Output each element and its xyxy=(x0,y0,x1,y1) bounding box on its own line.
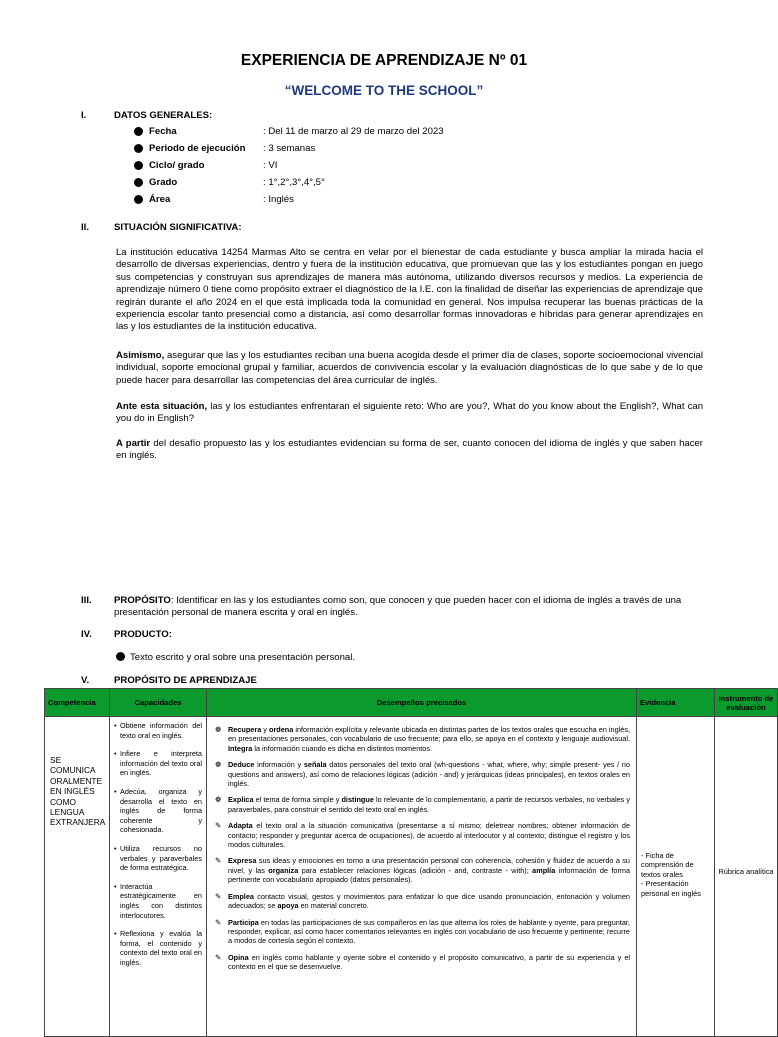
datos-value: : 1°,2°,3°,4°,5° xyxy=(263,177,325,188)
bullet-icon xyxy=(134,178,143,187)
desempenos-cell xyxy=(207,717,637,1037)
bold-lead: Asimismo, xyxy=(116,350,165,361)
paragraph-text: del desafío propuesto las y los estudiantes evidencian su forma de ser, cuanto conocen del idioma de inglés y que saben hacer en inglés. xyxy=(116,438,703,462)
header-evidencia: Evidencia xyxy=(637,689,715,717)
desempeno-item xyxy=(211,795,630,814)
desempeno-verb: Expresa xyxy=(228,856,257,866)
header-competencia: Competencia xyxy=(45,689,110,717)
situacion-paragraph-3 xyxy=(116,401,703,426)
desempeno-text: datos personales del texto oral (wh-questions - what, where, why; simple present- yes / no questions and answers), así como de relaciones lógicas (adición - and) y jerárquicas (ideas principales), en textos orales en inglés. xyxy=(228,760,631,789)
datos-value: : Del 11 de marzo al 29 de marzo del 2023 xyxy=(263,126,444,137)
desempeno-verb: Recupera xyxy=(228,725,262,734)
bullet-icon xyxy=(134,161,143,170)
producto-text: Texto escrito y oral sobre una presentación personal. xyxy=(130,652,356,663)
bullet-icon xyxy=(134,127,143,136)
datos-value: : 3 semanas xyxy=(263,143,316,154)
desempeno-text: la información cuando es dicha en distintos momentos. xyxy=(252,743,433,753)
desempeno-item xyxy=(211,953,630,972)
capacidad-item: • Reflexiona y evalúa la forma, el contenido y contexto del texto oral en inglés. xyxy=(114,929,202,967)
desempeno-verb: Explica xyxy=(228,795,254,805)
desempeno-verb: Integra xyxy=(228,743,253,753)
pencil-icon: ✎ xyxy=(215,821,222,831)
desempeno-verb: Participa xyxy=(228,917,259,927)
datos-value: : Inglés xyxy=(263,194,294,205)
paragraph-text: asegurar que las y los estudiantes reciban una buena acogida desde el primer día de clases, soporte socioemocional vivencial individual, soporte emocional grupal y familiar, acuerdos de convivencia escolar y la evaluación diagnósticas de lo que sabe y de lo que puede hacer para desarrollar las competencias del área curricular de inglés. xyxy=(116,350,703,386)
capacidad-item: • Obtiene información del texto oral en inglés. xyxy=(114,721,202,740)
header-capacidades: Capacidades xyxy=(110,689,207,717)
header-desempenos: Desempeños precisados xyxy=(207,689,637,717)
section-number: II. xyxy=(81,222,89,233)
section-heading: DATOS GENERALES: xyxy=(114,110,213,121)
header-instrumento: Instrumento de evaluación xyxy=(715,689,778,717)
section-number: I. xyxy=(81,110,87,121)
desempeno-text: en todas las participaciones de sus compañeros en las que alterna los roles de hablante y oyente, para preguntar, responder, explicar, así como hacer comentarios relevantes en inglés con vocabulario de uso frecuente y pertinente; recurre a modos de cortesía según el contexto. xyxy=(228,917,630,946)
desempeno-verb: Adapta xyxy=(228,821,253,831)
section-heading: SITUACIÓN SIGNIFICATIVA: xyxy=(114,222,242,233)
datos-key: Grado xyxy=(149,177,178,188)
bold-lead: Ante esta situación, xyxy=(116,401,208,412)
flower-bullet-icon: ❁ xyxy=(215,760,222,770)
desempeno-item xyxy=(211,821,630,849)
bullet-icon xyxy=(134,195,143,204)
desempeno-text: contacto visual, gestos y movimientos para enfatizar lo que dice usando pronunciación, entonación y volumen adecuados; se xyxy=(228,891,630,911)
paragraph-text: las y los estudiantes enfrentaran el siguiente reto: Who are you?, What do you know about the English?, What can you do in English? xyxy=(116,401,704,425)
situacion-paragraph-2 xyxy=(116,350,703,387)
desempeno-item xyxy=(211,725,630,753)
desempeno-text: información de forma pertinente con vocabulario apropiado (datos personales). xyxy=(228,865,631,885)
datos-key: Ciclo/ grado xyxy=(149,160,205,171)
section-number: V. xyxy=(81,675,90,686)
desempeno-text: sus ideas y emociones en torno a una presentación personal con coherencia, cohesión y fluidez de acuerdo a su nivel, y las xyxy=(228,856,630,875)
desempeno-item xyxy=(211,892,630,911)
paragraph-text: : Identificar en las y los estudiantes como son, que conocen y que pueden hacer con el idioma de inglés a través de una presentación personal de manera escrita y oral en inglés. xyxy=(114,595,682,618)
document-title: EXPERIENCIA DE APRENDIZAJE Nº 01 xyxy=(240,52,528,69)
desempeno-verb: Emplea xyxy=(228,891,254,901)
competencia-cell: SE COMUNICA ORALMENTE EN INGLÉS COMO LENGUA EXTRANJERA xyxy=(45,717,110,1037)
table-header-row xyxy=(45,689,778,717)
capacidades-cell xyxy=(110,717,207,1037)
table-row xyxy=(45,717,778,1037)
desempeno-verb: distingue xyxy=(341,795,374,805)
desempeno-item xyxy=(211,856,630,884)
producto-item xyxy=(116,652,355,663)
datos-key: Periodo de ejecución xyxy=(149,143,246,154)
section-number: III. xyxy=(81,595,92,606)
desempeno-text: el texto oral a la situación comunicativa (presentarse a sí mismo; deletrear nombres; obtener información de contacto; responder y preguntar acerca de ocupaciones), de acuerdo al interlocutor y al contexto; distingue el registro y los modos culturales. xyxy=(228,821,630,850)
proposito-table xyxy=(44,688,778,1037)
desempeno-text: lo relevante de lo complementario, a partir de recursos verbales, no verbales y paraverbales, para construir el sentido del texto oral en inglés. xyxy=(228,795,630,814)
flower-bullet-icon: ❁ xyxy=(215,725,222,734)
desempeno-text: en inglés como hablante y oyente sobre el contenido y el propósito comunicativo, a partir de su experiencia y el contexto en el que se desenvuelve. xyxy=(228,952,630,972)
section-number: IV. xyxy=(81,629,92,640)
pencil-icon: ✎ xyxy=(215,856,222,866)
flower-bullet-icon: ❁ xyxy=(215,795,222,805)
desempeno-text: información explícita y relevante ubicada en distintas partes de los textos orales que escucha en inglés, en presentaciones personales, con vocabulario de uso frecuente; para ello, se apoya en el contexto y lenguaje audiovisual. xyxy=(228,725,631,744)
instrumento-cell: Rúbrica analítica xyxy=(715,717,778,1037)
desempeno-verb: Opina xyxy=(228,952,249,962)
desempeno-verb: amplía xyxy=(532,865,556,875)
datos-key: Fecha xyxy=(149,126,177,137)
capacidad-item: • Utiliza recursos no verbales y paraverbales de forma estratégica. xyxy=(114,844,202,873)
section-heading: PROPÓSITO xyxy=(114,595,171,606)
situacion-paragraph-4 xyxy=(116,438,703,463)
capacidad-item: • Interactúa estratégicamente en inglés con distintos interlocutores. xyxy=(114,882,202,920)
document-subtitle: “WELCOME TO THE SCHOOL” xyxy=(284,83,484,98)
pencil-icon: ✎ xyxy=(215,917,222,927)
desempeno-text: y xyxy=(261,725,269,734)
desempeno-item xyxy=(211,918,630,946)
desempeno-text: información y xyxy=(254,760,304,770)
datos-value: : VI xyxy=(263,160,278,171)
desempeno-verb: señala xyxy=(303,760,327,770)
desempeno-text: para establecer relaciones lógicas (adición - and, contraste - with); xyxy=(298,865,533,875)
capacidad-item: • Infiere e interpreta información del texto oral en inglés. xyxy=(114,749,202,778)
datos-key: Área xyxy=(149,194,171,205)
desempeno-verb: organiza xyxy=(268,865,299,875)
desempeno-item xyxy=(211,760,630,788)
bullet-icon xyxy=(134,144,143,153)
proposito-text xyxy=(114,595,704,618)
section-heading: PRODUCTO: xyxy=(114,629,172,640)
pencil-icon: ✎ xyxy=(215,952,222,962)
bold-lead: A partir xyxy=(116,438,151,449)
pencil-icon: ✎ xyxy=(215,891,222,901)
desempeno-verb: Deduce xyxy=(228,760,255,770)
desempeno-verb: apoya xyxy=(277,901,299,911)
situacion-paragraph-1: La institución educativa 14254 Marmas Alto se centra en velar por el bienestar de cada estudiante y busca ampliar la mirada hacia el desarrollo de diversas experiencias, dentro y fuera de la institución educativa, que promuevan que las y los estudiantes pongan en juego sus competencias y construyan sus aprendizajes de manera más autónoma, utilizando diversos recursos y medios. La experiencia de aprendizaje número 0 tiene como propósito extraer el diagnóstico de la I.E. con la finalidad de diseñar las experiencias de aprendizaje que regirán durante el año 2024 en el que está implicada toda la comunidad en general. Nos impulsa recuperar las buenas prácticas de la experiencia escolar tanto presencial como a distancia, así como desarrollar formas innovadoras e híbridas para generar aprendizajes en las y los estudiantes de la institución educativa. xyxy=(116,247,703,333)
evidencia-cell: - Ficha de comprensión de textos orales - Presentación personal en inglés xyxy=(637,717,715,1037)
capacidad-item: • Adecúa, organiza y desarrolla el texto en inglés de forma coherente y cohesionada. xyxy=(114,787,202,835)
desempeno-text: el tema de forma simple y xyxy=(253,795,342,805)
section-heading: PROPÓSITO DE APRENDIZAJE xyxy=(114,675,257,686)
desempeno-verb: ordena xyxy=(268,725,294,734)
bullet-icon xyxy=(116,652,125,661)
desempeno-text: en material concreto. xyxy=(298,901,369,911)
